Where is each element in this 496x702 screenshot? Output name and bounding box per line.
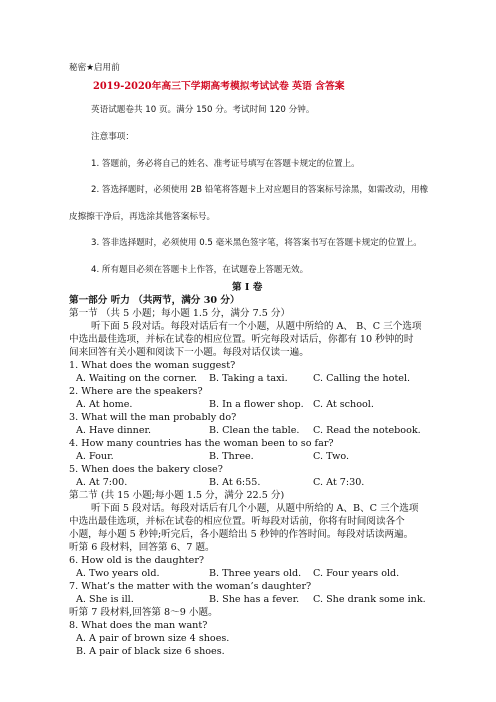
volume-label: 第 I 卷 bbox=[232, 282, 263, 293]
option-b: B. In a flower shop. bbox=[209, 399, 304, 410]
option-b: B. Three years old. bbox=[209, 568, 302, 579]
option-c: C. Read the notebook. bbox=[313, 425, 421, 436]
section1-instruction: 间来回答有关小题和阅读下一小题。每段对话仅读一遍。 bbox=[69, 347, 309, 358]
section1-heading: 第一节 （共 5 小题；每小题 1.5 分，满分 7.5 分） bbox=[69, 308, 291, 319]
option-a: A. Have dinner. bbox=[76, 425, 152, 436]
question-text: 3. What will the man probably do? bbox=[69, 412, 237, 423]
section1-instruction: 中选出最佳选项，并标在试卷的相应位置。听完每段对话后，你都有 10 秒钟的时 bbox=[69, 334, 414, 345]
option-a: A. At 7:00. bbox=[76, 477, 128, 488]
option-c: C. Four years old. bbox=[313, 568, 400, 579]
section2-instruction: 听下面 5 段对话。每段对话后有几个小题，从题中所给的 A、B、C 三个选项 bbox=[91, 503, 419, 514]
question-text: 7. What’s the matter with the woman’s daughter? bbox=[69, 581, 312, 592]
question-text: 4. How many countries has the woman been to so far? bbox=[69, 438, 334, 449]
question-text: 5. When does the bakery close? bbox=[69, 464, 223, 475]
intro-line: 英语试题卷共 10 页。满分 150 分。考试时间 120 分钟。 bbox=[91, 105, 315, 115]
option-c: C. At school. bbox=[313, 399, 374, 410]
part1-heading: 第一部分 听力 （共两节，满分 30 分） bbox=[69, 295, 240, 306]
option-a: A. Two years old. bbox=[76, 568, 160, 579]
section2-instruction: 中选出最佳选项，并标在试卷的相应位置。听每段对话前，你将有时间阅读各个 bbox=[69, 516, 405, 527]
material-instruction: 听第 7 段材料,回答第 8～9 小题。 bbox=[69, 607, 218, 618]
option-a: A. She is ill. bbox=[76, 594, 134, 605]
note-item: 4. 所有题目必须在答题卡上作答，在试题卷上答题无效。 bbox=[91, 265, 309, 275]
option-b: B. A pair of black size 6 shoes. bbox=[76, 646, 225, 657]
note-item: 2. 答选择题时，必须使用 2B 铅笔将答题卡上对应题目的答案标号涂黑，如需改动，用橡 bbox=[91, 185, 429, 195]
option-c: C. At 7:30. bbox=[313, 477, 365, 488]
section2-instruction: 听第 6 段材料，回答第 6、7 题。 bbox=[69, 542, 215, 553]
option-c: C. Two. bbox=[313, 451, 350, 462]
option-c: C. She drank some ink. bbox=[313, 594, 426, 605]
question-text: 6. How old is the daughter? bbox=[69, 555, 205, 566]
secret-label: 秘密★启用前 bbox=[69, 63, 120, 73]
page-title: 2019-2020年高三下学期高考模拟考试试卷 英语 含答案 bbox=[93, 81, 345, 92]
note-item: 皮擦擦干净后，再选涂其他答案标号。 bbox=[69, 212, 216, 222]
option-c: C. Calling the hotel. bbox=[313, 373, 411, 384]
option-b: B. She has a fever. bbox=[209, 594, 300, 605]
question-text: 2. Where are the speakers? bbox=[69, 386, 203, 397]
question-text: 1. What does the woman suggest? bbox=[69, 360, 236, 371]
option-a: A. A pair of brown size 4 shoes. bbox=[76, 633, 230, 644]
note-item: 3. 答非选择题时，必须使用 0.5 毫米黑色签字笔，将答案书写在答题卡规定的位置上。 bbox=[91, 238, 422, 248]
option-a: A. At home. bbox=[76, 399, 133, 410]
notes-heading: 注意事项： bbox=[91, 132, 134, 142]
option-b: B. Clean the table. bbox=[209, 425, 300, 436]
option-a: A. Waiting on the corner. bbox=[76, 373, 198, 384]
note-item: 1. 答题前，务必将自己的姓名、准考证号填写在答题卡规定的位置上。 bbox=[91, 159, 360, 169]
section2-heading: 第二节 (共 15 小题;每小题 1.5 分，满分 22.5 分) bbox=[69, 490, 285, 501]
section1-instruction: 听下面 5 段对话。每段对话后有一个小题，从题中所给的 A、 B、C 三个选项 bbox=[91, 321, 422, 332]
question-text: 8. What does the man want? bbox=[69, 620, 208, 631]
option-a: A. Four. bbox=[76, 451, 114, 462]
option-b: B. Taking a taxi. bbox=[209, 373, 288, 384]
option-b: B. At 6:55. bbox=[209, 477, 261, 488]
option-b: B. Three. bbox=[209, 451, 254, 462]
section2-instruction: 小题，每小题 5 秒钟;听完后，各小题给出 5 秒钟的作答时间。每段对话读两遍。 bbox=[69, 529, 414, 540]
